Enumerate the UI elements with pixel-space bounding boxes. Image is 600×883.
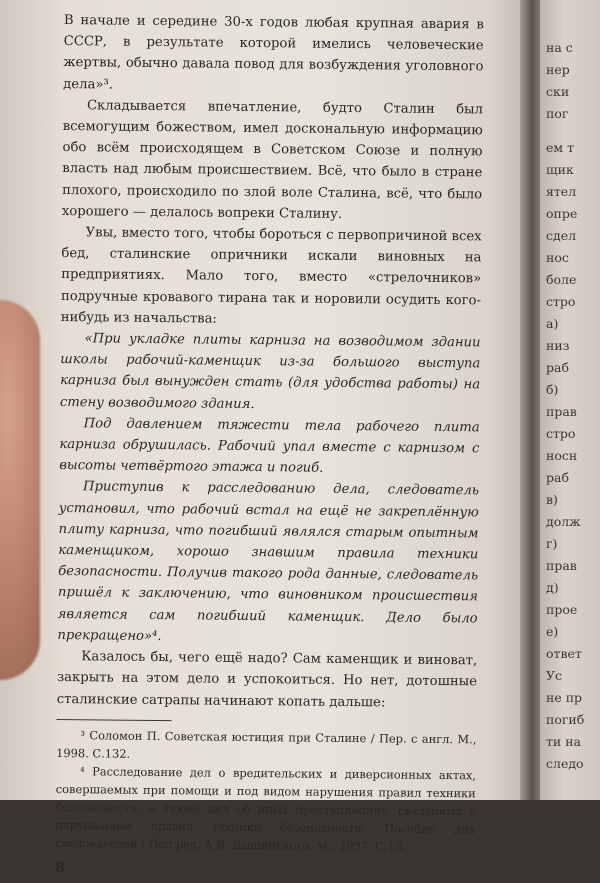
right-page-fragment: раб [546, 360, 569, 375]
right-page-fragment: ответ [546, 646, 582, 661]
right-page-fragment: в) [546, 492, 558, 507]
right-page-fragment: на с [546, 40, 573, 55]
right-page-fragment: следо [546, 756, 584, 771]
right-page-fragment: нер [546, 62, 570, 77]
page-number: 8 [54, 859, 65, 876]
right-page-fragment: ем т [546, 140, 575, 155]
right-page-fragment: пог [546, 106, 569, 121]
right-page-fragment: нос [546, 250, 569, 265]
right-page-fragment: прав [546, 404, 577, 419]
right-page-fragment: а) [546, 316, 559, 331]
right-page-fragment: боле [546, 272, 577, 287]
right-page-fragment: долж [546, 514, 581, 529]
right-page-fragment: ти на [546, 734, 582, 749]
right-page-fragment: носн [546, 448, 578, 463]
right-page-fragment: не пр [546, 690, 583, 705]
right-page-fragment: стро [546, 294, 576, 309]
right-page-fragment: е) [546, 624, 559, 639]
right-page-fragment: Ус [546, 668, 563, 683]
finger [0, 300, 40, 680]
right-page-fragment: погиб [546, 712, 585, 727]
quote-paragraph: «При укладке плиты карниза на возводимом здании школы рабочий-каменщик из-за большого выступа карниза был вынужден стать (для удобства работы) на стену возводимого здания. [59, 331, 481, 412]
right-page-fragment: раб [546, 470, 569, 485]
right-book-page [540, 0, 600, 800]
footnote-divider [57, 719, 172, 721]
right-page-fragment: ятел [546, 184, 577, 199]
paragraph: Увы, вместо того, чтобы бороться с первопричиной всех бед, сталинские опричники искали виновных на предприятиях. Мало того, вместо «стрелочников» подручные кровавого тирана так и норовили осудить кого-нибудь из начальства: [60, 225, 482, 327]
right-page-fragment: д) [546, 580, 559, 595]
right-page-fragment: ски [546, 84, 570, 99]
paragraph: В начале и середине 30-х годов любая крупная авария в СССР, в результате которой имелись человеческие жертвы, обычно давала повод для возбуждения уголовного дела»³. [63, 12, 484, 93]
footnote: ³ Соломон П. Советская юстиция при Сталине / Пер. с англ. М., 1998. С.132. [56, 727, 477, 761]
book-gutter [520, 0, 542, 800]
right-page-fragment: щик [546, 162, 574, 177]
quote-paragraph: Под давлением тяжести тела рабочего плита карниза обрушилась. Рабочий упал вместе с карнизом с высоты четвёртого этажа и погиб. [59, 416, 480, 477]
page-text-block [55, 10, 484, 883]
quote-paragraph: Приступив к расследованию дела, следователь установил, что рабочий встал на ещё не закреплённую плиту карниза, что погибший являлся старым опытным каменщиком, хорошо знавшим правила техники безопасности. Получив такого рода данные, следователь пришёл к заключению, что виновником происшествия является сам погибший каменщик. Дело было прекращено»⁴. [57, 479, 480, 644]
right-page-fragment: опре [546, 206, 578, 221]
right-page-fragment: стро [546, 426, 576, 441]
right-page-fragment: прав [546, 558, 577, 573]
right-page-fragment: прое [546, 602, 578, 617]
right-page-fragment: б) [546, 382, 559, 397]
right-page-fragment: г) [546, 536, 558, 551]
paragraph: Казалось бы, чего ещё надо? Сам каменщик и виноват, закрыть на этом дело и успокоиться. Но нет, дотошные сталинские сатрапы начинают копать дальше: [56, 649, 478, 710]
right-page-fragment: сдел [546, 228, 577, 243]
footnote: ⁴ Расследование дел о вредительских и диверсионных актах, совершаемых при помощи и под видом нарушения правил техники безопасности, а также дел об иных преступлениях, связанных с нарушением правил техники безопасности. Пособие для следователей / Под ред. А.Я. Вышинского. М., 1937. С.13. [55, 763, 477, 854]
paragraph: Складывается впечатление, будто Сталин был всемогущим божеством, имел доскональную информацию обо всём происходящем в Советском Союзе и полную власть над любым происшествием. Всё, что было в стране плохого, происходило по злой воле Сталина, всё, что было хорошего — делалось вопреки Сталину. [61, 98, 484, 222]
right-page-fragment: низ [546, 338, 570, 353]
